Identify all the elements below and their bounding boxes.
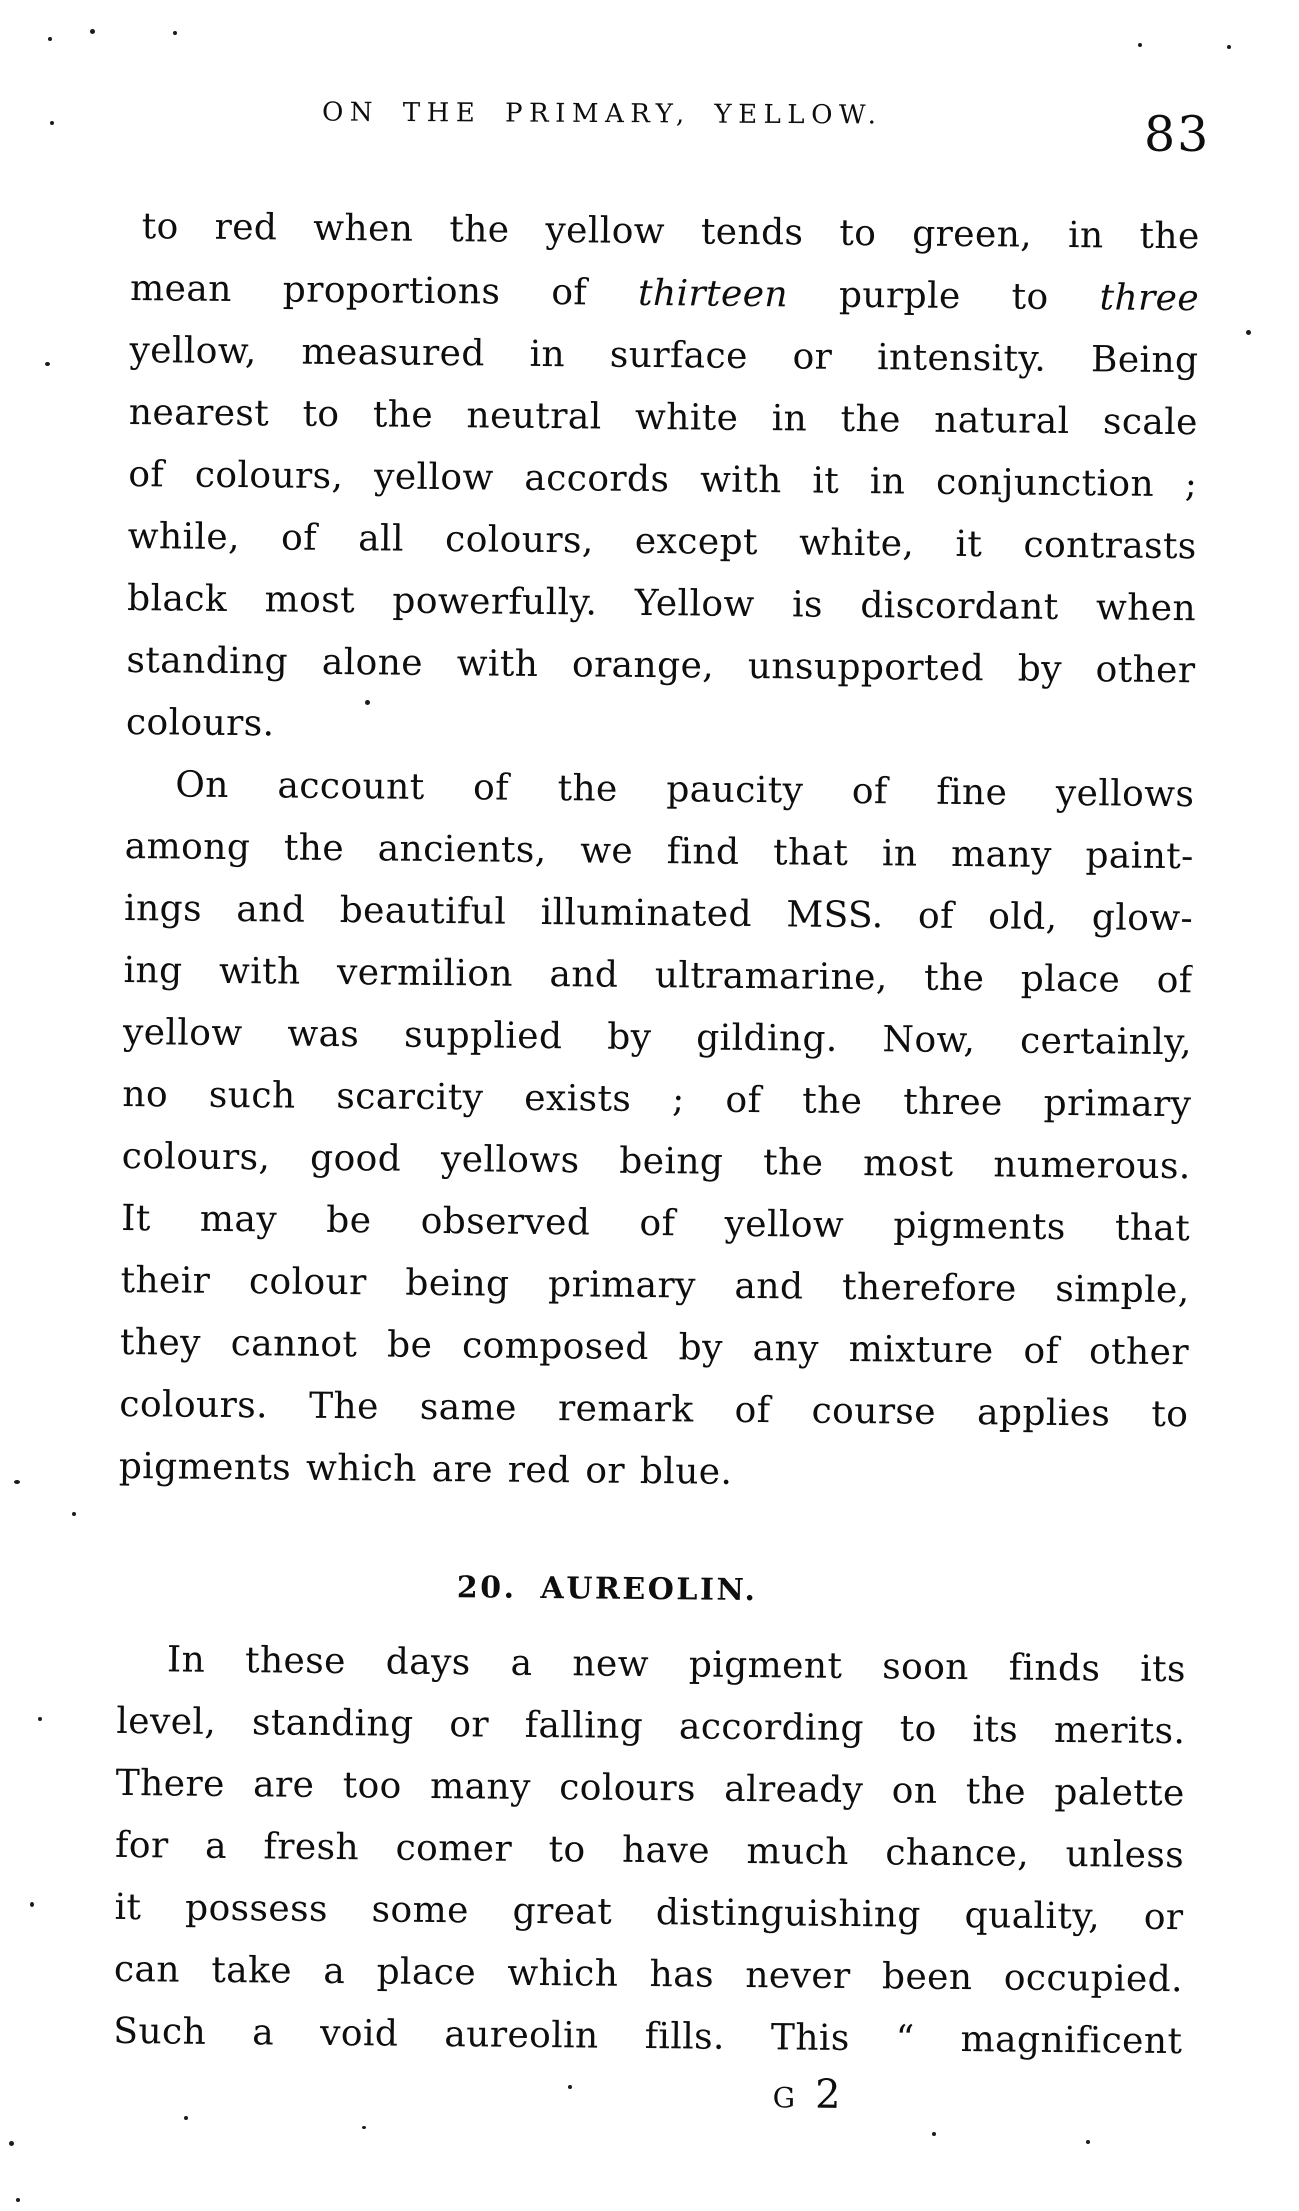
text-line: standing alone with orange, unsupported by other — [126, 639, 1196, 692]
text-line: they cannot be composed by any mixture of other — [119, 1321, 1190, 1374]
scan-noise-speck — [568, 2085, 572, 2089]
signature-number: 2 — [814, 2071, 841, 2118]
text-line: colours. The same remark of course applies to — [119, 1383, 1189, 1436]
text-line: On account of the paucity of fine yellows — [175, 764, 1195, 816]
scan-noise-speck — [1227, 45, 1231, 49]
text-line: can take a place which has never been occupied. — [113, 1948, 1184, 2001]
scan-noise-speck — [48, 37, 52, 41]
text-line: pigments which are red or blue. — [118, 1445, 733, 1493]
scan-noise-speck — [30, 1902, 34, 1907]
signature-letter: G — [772, 2081, 796, 2115]
text-line: level, standing or falling according to its merits. — [116, 1700, 1186, 1753]
text-line: among the ancients, we find that in many paint- — [124, 825, 1194, 878]
scan-noise-speck — [932, 2132, 936, 2136]
scan-noise-speck — [362, 2126, 366, 2129]
text-line: In these days a new pigment soon finds its — [166, 1639, 1187, 1691]
text-line: ing with vermilion and ultramarine, the place of — [123, 949, 1193, 1002]
section-title: AUREOLIN. — [540, 1570, 758, 1609]
text-line: to red when the yellow tends to green, in the — [141, 206, 1200, 258]
text-line: Such a void aureolin fills. This “ magnificent — [113, 2010, 1183, 2063]
text-line: colours. — [125, 701, 275, 745]
text-line: it possess some great distinguishing quality, or — [114, 1886, 1184, 1939]
italic-word: three — [1099, 277, 1200, 320]
scan-noise-speck — [1138, 43, 1142, 47]
text-line: There are too many colours already on the palette — [115, 1762, 1185, 1815]
text-line: yellow was supplied by gilding. Now, certainly, — [122, 1011, 1193, 1064]
text-line: for a fresh comer to have much chance, unless — [114, 1824, 1185, 1877]
scan-noise-speck — [72, 1512, 76, 1516]
scan-noise-speck — [50, 121, 54, 125]
scan-noise-speck — [38, 1717, 42, 1721]
text-line: no such scarcity exists ; of the three primary — [122, 1073, 1192, 1126]
text-line: while, of all colours, except white, it contrasts — [127, 515, 1197, 568]
text-line: yellow, measured in surface or intensity. Being — [129, 329, 1199, 382]
scan-noise-speck — [1086, 2140, 1090, 2144]
scan-noise-speck — [45, 362, 50, 366]
section-number: 20. — [456, 1570, 517, 1606]
scan-noise-speck — [184, 2116, 188, 2120]
italic-word: thirteen — [637, 272, 789, 316]
signature-mark — [113, 2065, 1182, 2125]
text-line: their colour being primary and therefore simple, — [120, 1259, 1190, 1312]
page-text-block — [113, 196, 1200, 2125]
text-line: ings and beautiful illuminated MSS. of old, glow- — [123, 887, 1194, 940]
text-line: nearest to the neutral white in the natural scale — [128, 391, 1199, 444]
text-segment: purple to — [838, 274, 1049, 318]
text-line: colours, good yellows being the most numerous. — [121, 1135, 1191, 1188]
scan-noise-speck — [90, 29, 95, 34]
text-line: It may be observed of yellow pigments that — [120, 1197, 1191, 1250]
running-header-title: ON THE PRIMARY, YELLOW. — [321, 97, 883, 131]
page-number: 83 — [1144, 106, 1211, 163]
scan-noise-speck — [1246, 330, 1251, 335]
text-segment: mean proportions of — [129, 267, 588, 314]
scan-noise-speck — [365, 700, 370, 705]
scan-noise-speck — [14, 1480, 20, 1484]
text-line: black most powerfully. Yellow is discordant when — [126, 577, 1197, 630]
scan-noise-speck — [9, 2141, 14, 2146]
section-heading — [72, 1554, 1142, 1626]
scan-noise-speck — [16, 2198, 20, 2202]
text-line: of colours, yellow accords with it in conjunction ; — [128, 453, 1198, 506]
scan-noise-speck — [173, 31, 177, 35]
text-line — [130, 258, 1200, 330]
